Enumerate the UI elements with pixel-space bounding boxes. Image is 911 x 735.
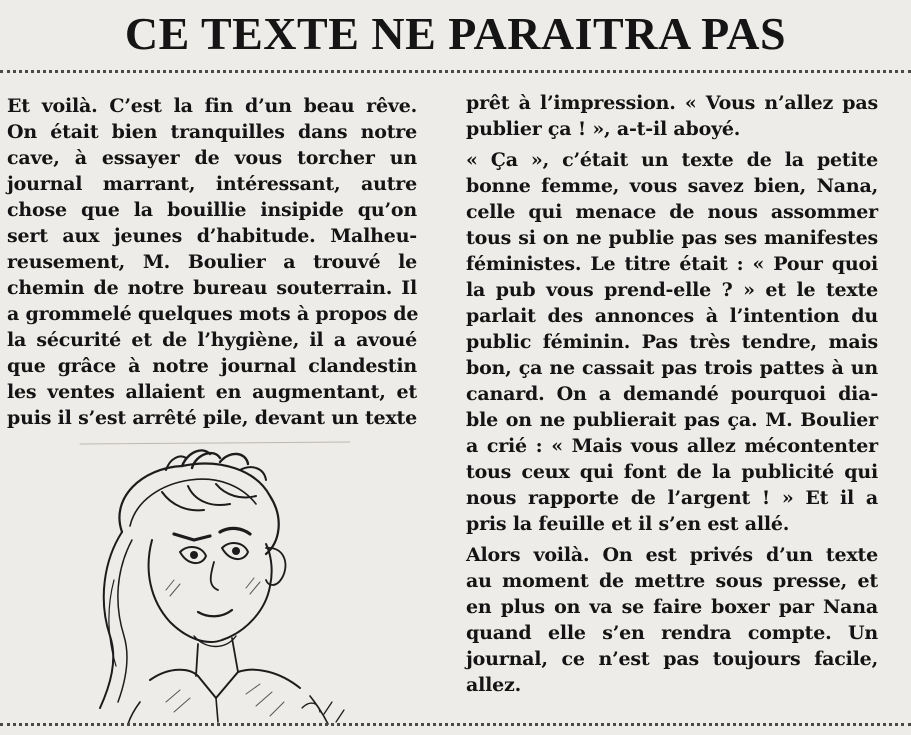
- text-line: « Ça », c’était un texte de la petite: [466, 149, 878, 171]
- text-line: féministes. Le titre était : « Pour quoi: [466, 253, 878, 275]
- right-column: [466, 90, 878, 698]
- text-line: nous rapporte de l’argent ! » Et il a: [466, 487, 878, 509]
- text-line: tous ceux qui font de la publicité qui: [466, 461, 878, 483]
- text-line: chemin de notre bureau souterrain. Il: [7, 277, 417, 299]
- paragraph: [466, 90, 878, 142]
- text-line: reusement, M. Boulier a trouvé le: [7, 251, 417, 273]
- text-line: public féminin. Pas très tendre, mais: [466, 331, 878, 353]
- character-sketch-illustration: [70, 440, 360, 725]
- text-line: Alors voilà. On est privés d’un texte: [466, 544, 878, 566]
- text-line: parlait des annonces à l’intention du: [466, 305, 878, 327]
- text-line: journal, ce n’est pas toujours facile,: [466, 648, 878, 670]
- text-line: sert aux jeunes d’habitude. Malheu-: [7, 225, 417, 247]
- text-line: au moment de mettre sous presse, et: [466, 570, 878, 592]
- text-line: Et voilà. C’est la fin d’un beau rêve.: [7, 95, 417, 117]
- text-line: publier ça ! », a-t-il aboyé.: [466, 118, 741, 140]
- text-line: en plus on va se faire boxer par Nana: [466, 596, 878, 618]
- text-line: que grâce à notre journal clandestin: [7, 355, 417, 377]
- paragraph: [466, 542, 878, 698]
- paragraph: [466, 147, 878, 537]
- text-line: la pub vous prend-elle ? » et le texte: [466, 279, 878, 301]
- top-dotted-rule: [0, 70, 911, 73]
- text-line: tous si on ne publie pas ses manifestes: [466, 227, 878, 249]
- text-line: a crié : « Mais vous allez mécontenter: [466, 435, 878, 457]
- text-line: pris la feuille et il s’en est allé.: [466, 513, 790, 535]
- text-line: ble on ne publierait pas ça. M. Boulier: [466, 409, 878, 431]
- text-line: les ventes allaient en augmentant, et: [7, 381, 417, 403]
- text-line: On était bien tranquilles dans notre: [7, 121, 417, 143]
- text-line: journal marrant, intéressant, autre: [7, 173, 417, 195]
- text-line: la sécurité et de l’hygiène, il a avoué: [7, 329, 417, 351]
- text-line: chose que la bouillie insipide qu’on: [7, 199, 417, 221]
- bottom-dotted-rule: [0, 723, 911, 726]
- text-line: bonne femme, vous savez bien, Nana,: [466, 175, 878, 197]
- text-line: canard. On a demandé pourquoi dia-: [466, 383, 878, 405]
- text-line: prêt à l’impression. « Vous n’allez pas: [466, 92, 878, 114]
- text-line: allez.: [466, 674, 522, 696]
- text-line: puis il s’est arrêté pile, devant un texte: [7, 407, 417, 429]
- text-line: bon, ça ne cassait pas trois pattes à un: [466, 357, 878, 379]
- text-line: celle qui menace de nous assommer: [466, 201, 878, 223]
- text-line: a grommelé quelques mots à propos de: [7, 303, 419, 325]
- text-line: quand elle s’en rendra compte. Un: [466, 622, 878, 644]
- article-title: CE TEXTE NE PARAITRA PAS: [124, 8, 787, 59]
- text-line: cave, à essayer de vous torcher un: [7, 147, 417, 169]
- left-column: [7, 93, 417, 431]
